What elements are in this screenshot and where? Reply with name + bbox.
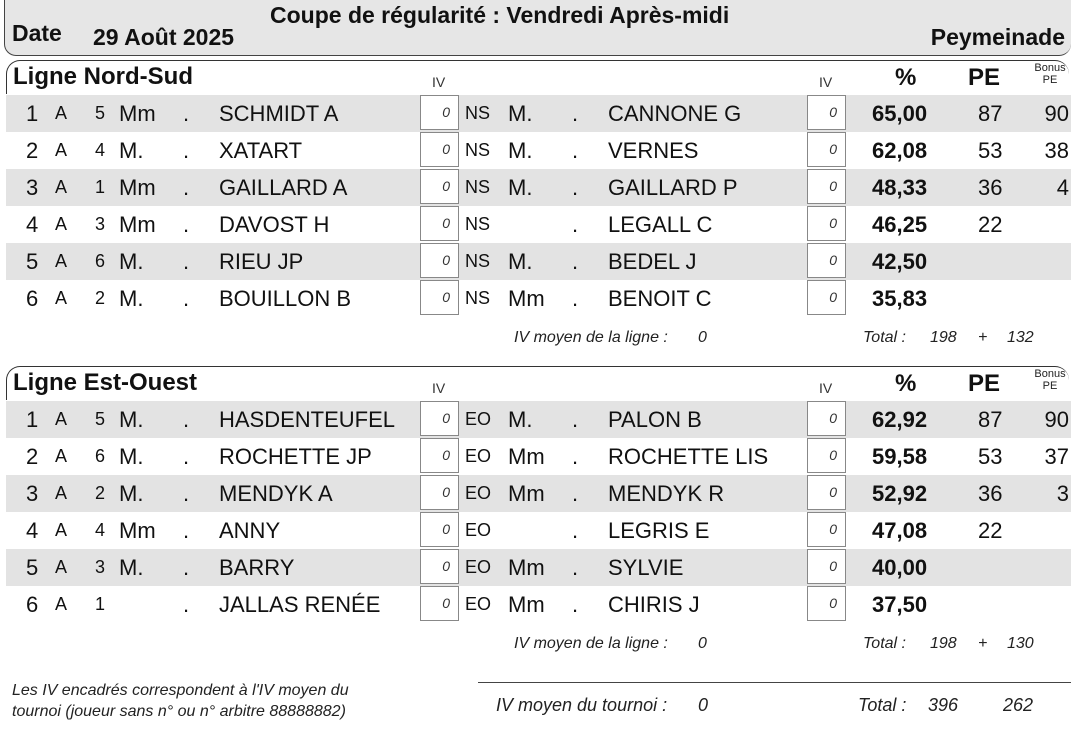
table-row [6, 438, 1071, 475]
direction: EO [465, 409, 492, 429]
player1-name: MENDYK A [219, 481, 333, 506]
player2-iv-box: 0 [807, 206, 846, 241]
direction: NS [465, 177, 491, 197]
player2-iv-box: 0 [807, 475, 846, 510]
pair-number: 2 [95, 288, 106, 308]
player1-civility: M. [119, 555, 144, 580]
player2-name: PALON B [608, 407, 702, 432]
iv-column-header: IV [432, 74, 446, 90]
player2-separator: . [572, 175, 579, 200]
player1-name: HASDENTEUFEL [219, 407, 396, 432]
total-pe: 198 [930, 329, 957, 346]
player1-separator: . [183, 101, 190, 126]
footnote-line-1: Les IV encadrés correspondent à l'IV moyen du [12, 682, 349, 699]
player2-iv-box: 0 [807, 438, 846, 473]
player1-separator: . [183, 138, 190, 163]
total-plus: + [978, 329, 988, 346]
player1-civility: M. [119, 444, 144, 469]
rank: 6 [26, 592, 39, 617]
pair-letter: A [55, 251, 68, 271]
table-row [6, 95, 1071, 132]
pair-letter: A [55, 594, 68, 614]
rank: 2 [26, 444, 39, 469]
player1-iv-box: 0 [420, 512, 459, 547]
pair-letter: A [55, 409, 68, 429]
player1-civility: Mm [119, 101, 156, 126]
player1-civility: Mm [119, 518, 156, 543]
player2-separator: . [572, 592, 579, 617]
direction: EO [465, 483, 492, 503]
pair-letter: A [55, 288, 68, 308]
player1-separator: . [183, 555, 190, 580]
footnote-line-2: tournoi (joueur sans n° ou n° arbitre 88888882) [12, 703, 346, 720]
rank: 5 [26, 249, 39, 274]
pe-column-header: PE [968, 64, 1001, 91]
percentage: 37,50 [872, 592, 928, 617]
player1-separator: . [183, 444, 190, 469]
player2-name: ROCHETTE LIS [608, 444, 769, 469]
pair-number: 5 [95, 103, 106, 123]
player2-separator: . [572, 518, 579, 543]
percentage: 40,00 [872, 555, 928, 580]
player2-name: GAILLARD P [608, 175, 738, 200]
direction: EO [465, 446, 492, 466]
player2-separator: . [572, 444, 579, 469]
player1-name: GAILLARD A [219, 175, 348, 200]
player2-name: SYLVIE [608, 555, 684, 580]
table-row [6, 549, 1071, 586]
player2-name: LEGRIS E [608, 518, 710, 543]
player1-separator: . [183, 286, 190, 311]
pair-letter: A [55, 446, 68, 466]
player1-iv-box: 0 [420, 586, 459, 621]
player2-name: BENOIT C [608, 286, 712, 311]
total-bonus: 130 [1007, 635, 1034, 652]
player1-civility: Mm [119, 212, 156, 237]
pe-points: 87 [978, 101, 1003, 126]
table-row [6, 475, 1071, 512]
pe-points: 53 [978, 138, 1003, 163]
percentage: 42,50 [872, 249, 928, 274]
bonus-header-line-2: PE [1042, 380, 1058, 392]
pair-letter: A [55, 177, 68, 197]
iv-tournoi-label: IV moyen du tournoi : [496, 695, 668, 715]
percentage: 59,58 [872, 444, 928, 469]
pe-points: 22 [978, 518, 1003, 543]
player2-iv-box: 0 [807, 132, 846, 167]
percentage: 35,83 [872, 286, 928, 311]
bonus-pe-column-header [1028, 368, 1071, 392]
table-row [6, 243, 1071, 280]
direction: NS [465, 288, 491, 308]
club-name: Peymeinade [930, 24, 1065, 50]
player1-separator: . [183, 212, 190, 237]
player1-separator: . [183, 249, 190, 274]
pair-letter: A [55, 483, 68, 503]
player2-civility: Mm [508, 481, 545, 506]
iv-column-header: IV [819, 380, 833, 396]
total-pe: 198 [930, 635, 957, 652]
direction: EO [465, 557, 492, 577]
player1-iv-box: 0 [420, 549, 459, 584]
player1-iv-box: 0 [420, 206, 459, 241]
total-plus: + [978, 635, 988, 652]
rank: 3 [26, 481, 39, 506]
pair-number: 6 [95, 251, 106, 271]
player2-name: BEDEL J [608, 249, 697, 274]
rank: 3 [26, 175, 39, 200]
grand-total-label: Total : [858, 695, 907, 715]
player2-civility: M. [508, 175, 533, 200]
player2-iv-box: 0 [807, 586, 846, 621]
player2-civility: Mm [508, 444, 545, 469]
pair-letter: A [55, 520, 68, 540]
player2-separator: . [572, 286, 579, 311]
player1-separator: . [183, 407, 190, 432]
player1-name: ROCHETTE JP [219, 444, 372, 469]
percentage: 52,92 [872, 481, 928, 506]
player1-civility: M. [119, 138, 144, 163]
pair-number: 4 [95, 520, 106, 540]
player1-civility: M. [119, 481, 144, 506]
player2-civility: Mm [508, 555, 545, 580]
pair-letter: A [55, 103, 68, 123]
iv-line-label: IV moyen de la ligne : [514, 635, 668, 652]
player1-civility: M. [119, 407, 144, 432]
pair-number: 3 [95, 557, 106, 577]
player1-iv-box: 0 [420, 401, 459, 436]
player1-iv-box: 0 [420, 132, 459, 167]
percentage: 46,25 [872, 212, 928, 237]
player1-name: DAVOST H [219, 212, 330, 237]
player1-civility: M. [119, 286, 144, 311]
player2-separator: . [572, 481, 579, 506]
pe-points: 53 [978, 444, 1003, 469]
player1-name: JALLAS RENÉE [219, 592, 381, 617]
player2-iv-box: 0 [807, 401, 846, 436]
pair-number: 6 [95, 446, 106, 466]
rank: 2 [26, 138, 39, 163]
pair-letter: A [55, 557, 68, 577]
player2-separator: . [572, 407, 579, 432]
player2-iv-box: 0 [807, 512, 846, 547]
player2-iv-box: 0 [807, 169, 846, 204]
player2-separator: . [572, 101, 579, 126]
player1-name: XATART [219, 138, 303, 163]
direction: EO [465, 520, 492, 540]
table-row [6, 401, 1071, 438]
player2-name: CANNONE G [608, 101, 742, 126]
bonus-header-line-1: Bonus [1034, 368, 1066, 380]
rank: 1 [26, 407, 39, 432]
iv-line-value: 0 [698, 635, 707, 652]
player1-iv-box: 0 [420, 169, 459, 204]
direction: NS [465, 140, 491, 160]
pair-number: 1 [95, 594, 106, 614]
player2-iv-box: 0 [807, 280, 846, 315]
player2-separator: . [572, 555, 579, 580]
footer-divider [478, 682, 1071, 683]
player2-name: MENDYK R [608, 481, 725, 506]
player2-civility: M. [508, 138, 533, 163]
player1-iv-box: 0 [420, 243, 459, 278]
percentage: 47,08 [872, 518, 928, 543]
grand-total-pe: 396 [928, 695, 959, 715]
player2-name: LEGALL C [608, 212, 713, 237]
pair-number: 3 [95, 214, 106, 234]
pair-letter: A [55, 214, 68, 234]
rank: 4 [26, 212, 39, 237]
bonus-pe: 4 [1056, 175, 1069, 200]
section-title: Ligne Est-Ouest [13, 369, 198, 396]
bonus-pe: 90 [1044, 101, 1069, 126]
player1-separator: . [183, 518, 190, 543]
player1-separator: . [183, 175, 190, 200]
grand-total-bonus: 262 [1003, 695, 1034, 715]
pe-points: 87 [978, 407, 1003, 432]
iv-column-header: IV [819, 74, 833, 90]
iv-line-value: 0 [698, 329, 707, 346]
iv-line-label: IV moyen de la ligne : [514, 329, 668, 346]
player1-name: RIEU JP [219, 249, 304, 274]
bonus-pe: 3 [1056, 481, 1069, 506]
table-row [6, 586, 1071, 623]
iv-tournoi-value: 0 [698, 695, 709, 715]
table-row [6, 206, 1071, 243]
player1-iv-box: 0 [420, 475, 459, 510]
player2-separator: . [572, 249, 579, 274]
percent-column-header: % [895, 370, 917, 397]
player1-name: BOUILLON B [219, 286, 352, 311]
player1-name: ANNY [219, 518, 281, 543]
player2-iv-box: 0 [807, 549, 846, 584]
player2-civility: M. [508, 101, 533, 126]
player1-iv-box: 0 [420, 95, 459, 130]
player1-separator: . [183, 592, 190, 617]
pair-number: 5 [95, 409, 106, 429]
player2-iv-box: 0 [807, 243, 846, 278]
bonus-pe: 90 [1044, 407, 1069, 432]
player2-separator: . [572, 138, 579, 163]
player1-name: SCHMIDT A [219, 101, 339, 126]
table-row [6, 132, 1071, 169]
bonus-pe-column-header [1028, 62, 1071, 86]
table-row [6, 280, 1071, 317]
total-label: Total : [863, 635, 906, 652]
table-row [6, 512, 1071, 549]
player2-civility: M. [508, 407, 533, 432]
pair-number: 1 [95, 177, 106, 197]
pair-number: 4 [95, 140, 106, 160]
bonus-pe: 38 [1044, 138, 1069, 163]
player2-civility: Mm [508, 286, 545, 311]
rank: 6 [26, 286, 39, 311]
iv-column-header: IV [432, 380, 446, 396]
table-row [6, 169, 1071, 206]
rank: 5 [26, 555, 39, 580]
pair-number: 2 [95, 483, 106, 503]
player1-iv-box: 0 [420, 280, 459, 315]
rank: 1 [26, 101, 39, 126]
total-bonus: 132 [1007, 329, 1034, 346]
bonus-header-line-1: Bonus [1034, 62, 1066, 74]
direction: EO [465, 594, 492, 614]
date-label: Date [12, 20, 62, 46]
percent-column-header: % [895, 64, 917, 91]
percentage: 62,08 [872, 138, 928, 163]
date-value: 29 Août 2025 [93, 24, 235, 50]
bonus-pe: 37 [1044, 444, 1069, 469]
player1-separator: . [183, 481, 190, 506]
player1-name: BARRY [219, 555, 295, 580]
percentage: 48,33 [872, 175, 928, 200]
direction: NS [465, 214, 491, 234]
player1-civility: M. [119, 249, 144, 274]
pe-column-header: PE [968, 370, 1001, 397]
section-title: Ligne Nord-Sud [13, 63, 193, 90]
player2-separator: . [572, 212, 579, 237]
pair-letter: A [55, 140, 68, 160]
pe-points: 36 [978, 481, 1003, 506]
pe-points: 22 [978, 212, 1003, 237]
player2-civility: Mm [508, 592, 545, 617]
player1-civility: Mm [119, 175, 156, 200]
player2-iv-box: 0 [807, 95, 846, 130]
bonus-header-line-2: PE [1042, 74, 1058, 86]
direction: NS [465, 251, 491, 271]
player1-iv-box: 0 [420, 438, 459, 473]
rank: 4 [26, 518, 39, 543]
player2-name: CHIRIS J [608, 592, 700, 617]
pe-points: 36 [978, 175, 1003, 200]
total-label: Total : [863, 329, 906, 346]
direction: NS [465, 103, 491, 123]
player2-civility: M. [508, 249, 533, 274]
player2-name: VERNES [608, 138, 699, 163]
percentage: 65,00 [872, 101, 928, 126]
page-title: Coupe de régularité : Vendredi Après-midi [270, 2, 730, 28]
percentage: 62,92 [872, 407, 928, 432]
